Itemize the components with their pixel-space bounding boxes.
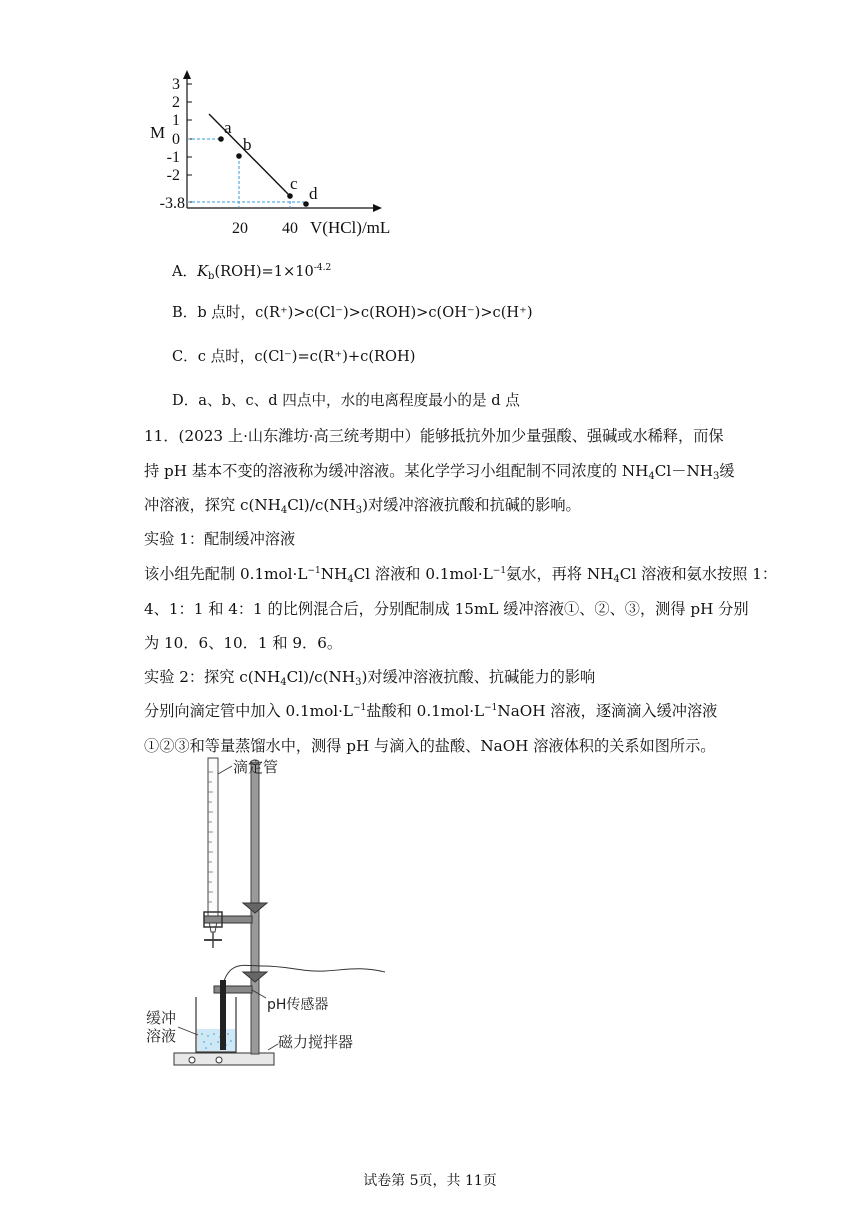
ph-sensor-probe (220, 980, 226, 1050)
data-line (209, 114, 290, 196)
option-c-expression: c(Cl⁻)=c(R⁺)+c(ROH) (254, 348, 416, 365)
label-b: b (243, 135, 252, 154)
option-a: A．$K_b(ROH)=1\times 10^{-4.2}$ (172, 263, 332, 282)
label-a: a (224, 118, 232, 137)
option-b: B．b 点时，c(R⁺)>c(Cl⁻)>c(ROH)>c(OH⁻)>c(H⁺) (172, 304, 533, 321)
upper-clamp-arm (204, 916, 252, 923)
question-11-line-2: 持 pH 基本不变的溶液称为缓冲溶液。某化学学习小组配制不同浓度的 $NH_4Cl-NH_3$缓 (144, 462, 735, 482)
point-c (287, 193, 293, 199)
buffer-label-2: 溶液 (146, 1027, 177, 1045)
y-axis-arrow (183, 70, 191, 79)
y-tick-2: 2 (172, 94, 180, 111)
lower-clamp-screw (243, 972, 267, 982)
x-axis-label: V(HCl)/mL (310, 218, 391, 237)
buffer-solution (197, 1029, 235, 1051)
option-c: C．c 点时，c(Cl⁻)=c(R⁺)+c(ROH) (172, 348, 416, 365)
y-tick-neg2: -2 (166, 167, 180, 184)
buffer-leader (178, 1027, 198, 1035)
x-tick-20: 20 (232, 220, 248, 237)
base-knob-left (189, 1057, 195, 1063)
ph-sensor-label: pH传感器 (267, 997, 329, 1013)
question-11-line-3: 冲溶液，探究 $c(NH_4Cl)/c(NH_3)$对缓冲溶液抗酸和抗碱的影响。 (144, 496, 581, 516)
question-11-line-7: 为 10．6、10．1 和 9．6。 (144, 634, 343, 652)
stirrer-label: 磁力搅拌器 (278, 1033, 354, 1051)
buffer-label-1: 缓冲 (146, 1009, 177, 1027)
burette-label: 滴定管 (233, 758, 279, 776)
point-b (236, 153, 242, 159)
x-axis-arrow (373, 204, 382, 212)
experiment-2-title: 实验 2：探究 $c(NH_4Cl)/c(NH_3)$对缓冲溶液抗酸、抗碱能力的影响 (144, 668, 596, 688)
experiment-1-title: 实验 1：配制缓冲溶液 (144, 530, 296, 548)
base-knob-right (216, 1057, 222, 1063)
point-d (303, 201, 309, 207)
m-vs-volume-graph (140, 68, 400, 238)
page-footer: 试卷第 5页，共 11页 (363, 1173, 497, 1189)
question-11-line-9: 分别向滴定管中加入 $0.1mol\cdot L^{-1}$盐酸和 $0.1mol\cdot L^{-1}NaOH$ 溶液，逐滴滴入缓冲溶液 (144, 702, 718, 720)
y-tick-0: 0 (172, 131, 180, 148)
y-axis-label: M (150, 123, 166, 142)
upper-clamp-screw (243, 903, 267, 913)
option-b-expression: c(R⁺)>c(Cl⁻)>c(ROH)>c(OH⁻)>c(H⁺) (255, 304, 533, 321)
x-tick-40: 40 (282, 220, 298, 237)
question-11-line-6: 4、1：1 和 4：1 的比例混合后，分别配制成 15mL 缓冲溶液①、②、③，测得 pH 分别 (144, 600, 749, 618)
burette-leader (218, 766, 232, 774)
stirrer-leader (268, 1044, 278, 1050)
y-tick-1: 1 (172, 112, 180, 129)
titration-apparatus-figure (140, 752, 400, 1072)
y-tick-3: 3 (172, 76, 180, 93)
y-tick-neg1: -1 (166, 149, 180, 166)
point-a (218, 136, 224, 142)
option-d: D．a、b、c、d 四点中，水的电离程度最小的是 d 点 (172, 392, 520, 409)
y-ticks (187, 84, 192, 202)
y-tick-neg3-8: -3.8 (159, 195, 185, 212)
question-11-line-10: ①②③和等量蒸馏水中，测得 pH 与滴入的盐酸、NaOH 溶液体积的关系如图所示。 (144, 737, 716, 755)
label-c: c (290, 174, 298, 193)
question-11-line-5: 该小组先配制 $0.1mol\cdot L^{-1}NH_4Cl$ 溶液和 $0.1mol\cdot L^{-1}$氨水，再将 $NH_4Cl$ 溶液和氨水按照 1： (144, 565, 778, 585)
label-d: d (309, 184, 318, 203)
question-11-line-1: 11．(2023 上·山东潍坊·高三统考期中）能够抵抗外加少量强酸、强碱或水稀释，而保 (144, 427, 724, 445)
lower-clamp-arm (214, 986, 252, 993)
